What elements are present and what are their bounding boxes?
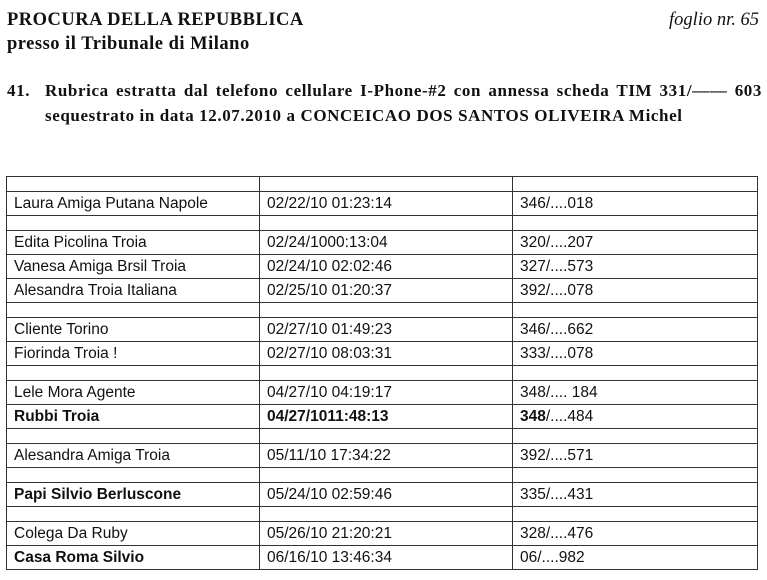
separator-cell (513, 507, 758, 522)
number-suffix: /....571 (545, 446, 594, 464)
separator-cell (513, 303, 758, 318)
contact-name: Edita Picolina Troia (7, 231, 260, 255)
contact-number (513, 546, 758, 570)
number-prefix: 392 (520, 446, 546, 464)
group-separator (7, 177, 758, 192)
separator-cell (513, 468, 758, 483)
number-suffix: /....484 (545, 407, 594, 425)
contact-datetime: 05/26/10 21:20:21 (260, 522, 513, 546)
number-prefix: 348 (520, 407, 546, 425)
separator-cell (7, 177, 260, 192)
contact-number (513, 444, 758, 468)
number-prefix: 328 (520, 524, 546, 542)
contact-datetime: 05/11/10 17:34:22 (260, 444, 513, 468)
number-prefix: 335 (520, 485, 546, 503)
contact-datetime: 02/24/10 02:02:46 (260, 255, 513, 279)
contacts-table-wrapper (6, 176, 757, 570)
separator-cell (260, 177, 513, 192)
group-separator (7, 507, 758, 522)
table-row (7, 255, 758, 279)
separator-cell (513, 216, 758, 231)
number-prefix: 346 (520, 320, 546, 338)
group-separator (7, 303, 758, 318)
contact-datetime: 04/27/10 04:19:17 (260, 381, 513, 405)
number-suffix: /....662 (545, 320, 594, 338)
table-row (7, 318, 758, 342)
number-prefix: 06 (520, 548, 538, 566)
group-separator (7, 429, 758, 444)
contact-datetime: 02/24/1000:13:04 (260, 231, 513, 255)
table-row (7, 279, 758, 303)
table-row (7, 444, 758, 468)
contact-number (513, 405, 758, 429)
contact-name: Rubbi Troia (7, 405, 260, 429)
number-suffix: /....431 (545, 485, 594, 503)
number-suffix: /....982 (537, 548, 585, 566)
contact-datetime: 02/25/10 01:20:37 (260, 279, 513, 303)
table-row (7, 405, 758, 429)
group-separator (7, 366, 758, 381)
section-title: Rubrica estratta dal telefono cellulare I-Phone-#2 con annessa scheda TIM 331/—— 603 sequestrato in data 12.07.2010 a CONCEICAO DOS SANTOS OLIVEIRA Michel (45, 81, 762, 125)
table-row (7, 522, 758, 546)
contact-name: Lele Mora Agente (7, 381, 260, 405)
contact-number (513, 318, 758, 342)
separator-cell (260, 216, 513, 231)
number-prefix: 348 (520, 383, 546, 401)
number-suffix: /....078 (545, 281, 594, 299)
table-row (7, 231, 758, 255)
separator-cell (7, 429, 260, 444)
contact-name: Papi Silvio Berluscone (7, 483, 260, 507)
contact-number (513, 342, 758, 366)
separator-cell (260, 366, 513, 381)
office-name: PROCURA DELLA REPUBBLICA (7, 10, 304, 30)
table-row (7, 483, 758, 507)
contact-datetime: 02/22/10 01:23:14 (260, 192, 513, 216)
contact-name: Fiorinda Troia ! (7, 342, 260, 366)
table-row (7, 546, 758, 570)
separator-cell (7, 468, 260, 483)
contact-number (513, 192, 758, 216)
separator-cell (260, 429, 513, 444)
contact-number (513, 381, 758, 405)
contact-number (513, 522, 758, 546)
contact-name: Alesandra Troia Italiana (7, 279, 260, 303)
contact-name: Colega Da Ruby (7, 522, 260, 546)
contact-name: Cliente Torino (7, 318, 260, 342)
document-header (7, 8, 304, 56)
group-separator (7, 216, 758, 231)
number-suffix: /....476 (545, 524, 594, 542)
number-suffix: /....078 (545, 344, 594, 362)
contacts-table (6, 176, 758, 570)
separator-cell (7, 216, 260, 231)
contact-number (513, 255, 758, 279)
separator-cell (7, 366, 260, 381)
separator-cell (7, 507, 260, 522)
separator-cell (513, 177, 758, 192)
separator-cell (260, 468, 513, 483)
table-row (7, 192, 758, 216)
number-suffix: /....207 (545, 233, 594, 251)
contact-name: Vanesa Amiga Brsil Troia (7, 255, 260, 279)
contact-name: Laura Amiga Putana Napole (7, 192, 260, 216)
contact-datetime: 02/27/10 01:49:23 (260, 318, 513, 342)
table-row (7, 381, 758, 405)
table-row (7, 342, 758, 366)
separator-cell (513, 366, 758, 381)
separator-cell (260, 303, 513, 318)
contacts-table-body (7, 177, 758, 570)
contact-number (513, 231, 758, 255)
separator-cell (513, 429, 758, 444)
number-prefix: 320 (520, 233, 546, 251)
number-suffix: /....018 (545, 194, 594, 212)
contact-datetime: 02/27/10 08:03:31 (260, 342, 513, 366)
section-number: 41. (7, 81, 31, 100)
page-reference: foglio nr. 65 (669, 10, 759, 30)
group-separator (7, 468, 758, 483)
contact-datetime: 05/24/10 02:59:46 (260, 483, 513, 507)
contact-number (513, 279, 758, 303)
contact-name: Alesandra Amiga Troia (7, 444, 260, 468)
contact-name: Casa Roma Silvio (7, 546, 260, 570)
contact-number (513, 483, 758, 507)
contact-datetime: 06/16/10 13:46:34 (260, 546, 513, 570)
contact-datetime: 04/27/1011:48:13 (260, 405, 513, 429)
number-suffix: /.... 184 (545, 383, 598, 401)
number-prefix: 333 (520, 344, 546, 362)
number-prefix: 392 (520, 281, 546, 299)
court-name: presso il Tribunale di Milano (7, 34, 250, 54)
section-heading (7, 78, 762, 128)
separator-cell (7, 303, 260, 318)
number-prefix: 346 (520, 194, 546, 212)
number-prefix: 327 (520, 257, 546, 275)
separator-cell (260, 507, 513, 522)
number-suffix: /....573 (545, 257, 594, 275)
